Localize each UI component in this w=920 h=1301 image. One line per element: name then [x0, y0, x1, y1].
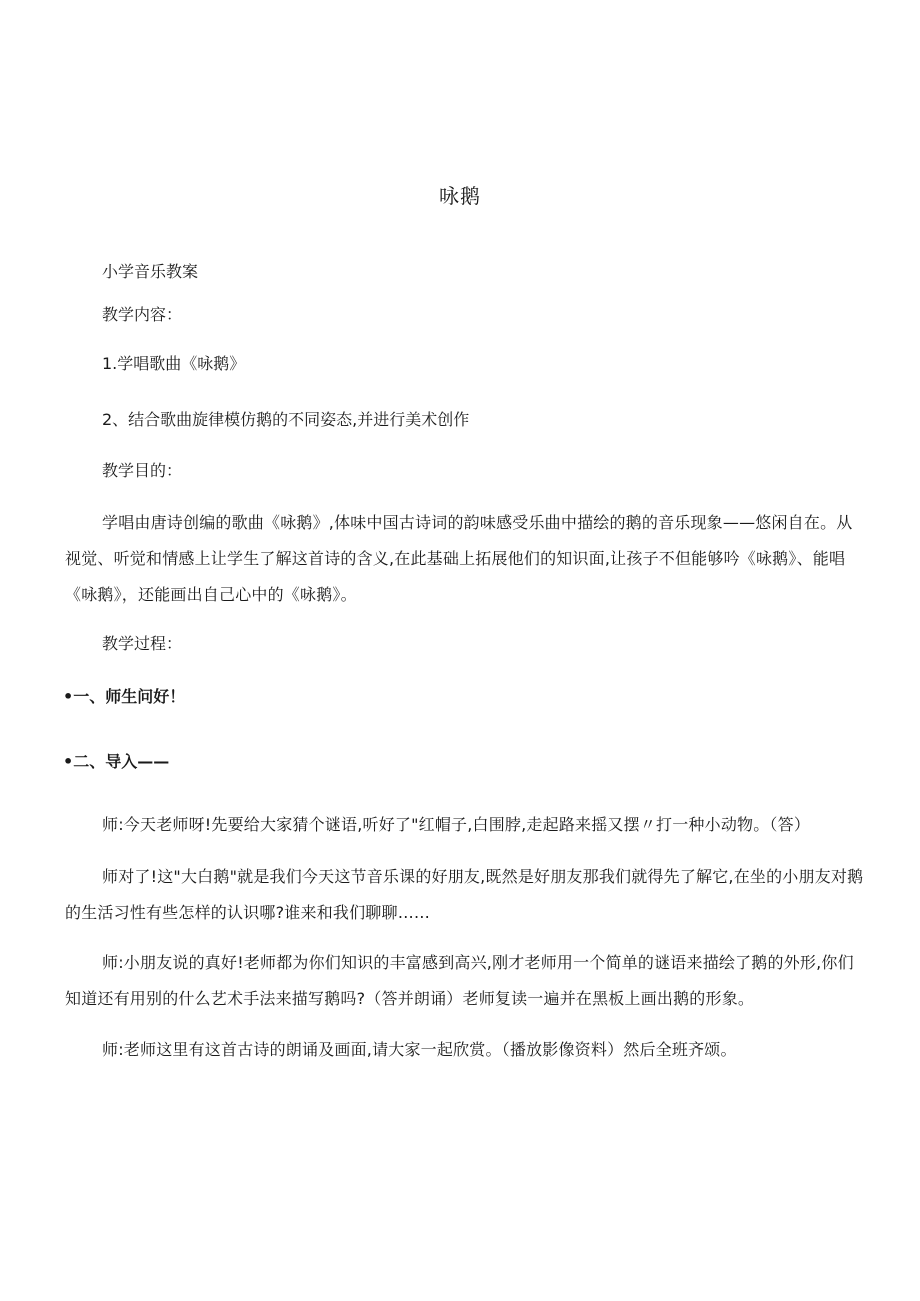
content-label: 教学内容： — [102, 305, 183, 324]
paragraph-riddle: 师:今天老师呀!先要给大家猜个谜语,听好了"红帽子,白围脖,走起路来摇又摆〃打一种小动物。（答） — [102, 815, 811, 834]
content-item-1: 1.学唱歌曲《咏鹅》 — [102, 354, 246, 373]
content-item-2: 2、结合歌曲旋律模仿鹅的不同姿态,并进行美术创作 — [102, 410, 470, 429]
goal-label: 教学目的： — [102, 461, 183, 480]
section-heading-2: •二、导入—— — [63, 752, 170, 771]
document-subtitle: 小学音乐教案 — [102, 262, 199, 281]
section-heading-1: •一、师生问好！ — [63, 687, 186, 706]
paragraph-recitation: 师:老师这里有这首古诗的朗诵及画面,请大家一起欣赏。（播放影像资料）然后全班齐颂。 — [102, 1040, 737, 1059]
process-label: 教学过程： — [102, 634, 183, 653]
goal-paragraph: 学唱由唐诗创编的歌曲《咏鹅》,体味中国古诗词的韵味感受乐曲中描绘的鹅的音乐现象——悠闲自在。从视觉、听觉和情感上让学生了解这首诗的含义,在此基础上拓展他们的知识面,让孩子不但能够吟《咏鹅》、能唱《咏鹅》，还能画出自己心中的《咏鹅》。 — [65, 513, 853, 604]
document-title: 咏鹅 — [439, 184, 481, 208]
paragraph-art-methods: 师:小朋友说的真好!老师都为你们知识的丰富感到高兴,刚才老师用一个简单的谜语来描绘了鹅的外形,你们知道还有用别的什么艺术手法来描写鹅吗?（答并朗诵）老师复读一遍并在黑板上画出鹅的形象。 — [65, 953, 854, 1008]
paragraph-goose-friend: 师对了!这"大白鹅"就是我们今天这节音乐课的好朋友,既然是好朋友那我们就得先了解它,在坐的小朋友对鹅的生活习性有些怎样的认识哪?谁来和我们聊聊…… — [65, 867, 864, 922]
